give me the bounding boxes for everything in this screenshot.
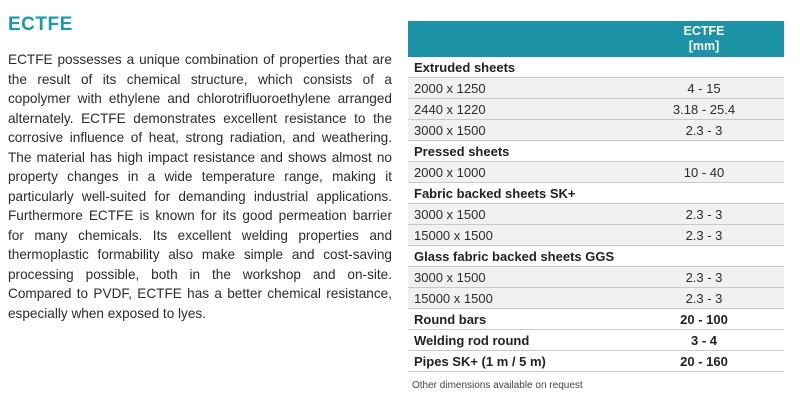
row-value [624,246,784,267]
row-label: Welding rod round [408,330,624,351]
row-value: 20 - 160 [624,351,784,372]
row-value: 2.3 - 3 [624,120,784,141]
table-row [408,162,784,183]
row-label: 3000 x 1500 [408,120,624,141]
table-row [408,78,784,99]
row-label: Glass fabric backed sheets GGS [408,246,624,267]
header-material-cell [624,21,784,57]
dimensions-table-panel [408,21,784,391]
row-value: 20 - 100 [624,309,784,330]
row-label: Round bars [408,309,624,330]
table-footnote: Other dimensions available on request [412,380,583,391]
table-row [408,57,784,78]
row-value: 4 - 15 [624,78,784,99]
row-label: Extruded sheets [408,57,624,78]
page-title: ECTFE [8,14,73,35]
table-row [408,141,784,162]
table-row [408,351,784,372]
row-value: 2.3 - 3 [624,204,784,225]
row-label: Fabric backed sheets SK+ [408,183,624,204]
table-row [408,330,784,351]
row-label: 3000 x 1500 [408,204,624,225]
description-column [8,14,392,323]
row-value: 10 - 40 [624,162,784,183]
row-label: 2000 x 1250 [408,78,624,99]
row-label: 3000 x 1500 [408,267,624,288]
row-value: 2.3 - 3 [624,267,784,288]
row-label: 15000 x 1500 [408,225,624,246]
row-value: 2.3 - 3 [624,225,784,246]
row-value [624,183,784,204]
table-row [408,246,784,267]
table-header-row [408,21,784,57]
row-label: 2000 x 1000 [408,162,624,183]
row-value: 2.3 - 3 [624,288,784,309]
table-row [408,204,784,225]
row-label: Pipes SK+ (1 m / 5 m) [408,351,624,372]
dimensions-table [408,21,784,372]
table-row [408,225,784,246]
header-empty-cell [408,21,624,57]
table-row [408,120,784,141]
row-value [624,57,784,78]
table-row [408,267,784,288]
header-material: ECTFE [683,24,725,38]
table-row [408,288,784,309]
row-value: 3.18 - 25.4 [624,99,784,120]
row-label: Pressed sheets [408,141,624,162]
table-row [408,183,784,204]
row-label: 2440 x 1220 [408,99,624,120]
table-row [408,99,784,120]
row-label: 15000 x 1500 [408,288,624,309]
row-value [624,141,784,162]
description-paragraph: ECTFE possesses a unique combination of properties that are the result of its chemical structure, which consists of a copolymer with ethylene and chlorotrifluoroethylene arranged alternately. ECTFE demonstrates excellent resistance to the corrosive influence of heat, strong radiation, and weathering. The material has high impact resistance and shows almost no property changes in a wide temperature range, making it particularly well-suited for demanding industrial applications. Furthermore ECTFE is known for its good permeation barrier for many chemicals. Its excellent welding properties and thermoplastic formability also make simple and cost-saving processing possible, both in the workshop and on-site. Compared to PVDF, ECTFE has a better chemical resistance, especially when exposed to lyes. [8,52,392,321]
row-value: 3 - 4 [624,330,784,351]
header-unit: [mm] [688,39,720,53]
table-row [408,309,784,330]
